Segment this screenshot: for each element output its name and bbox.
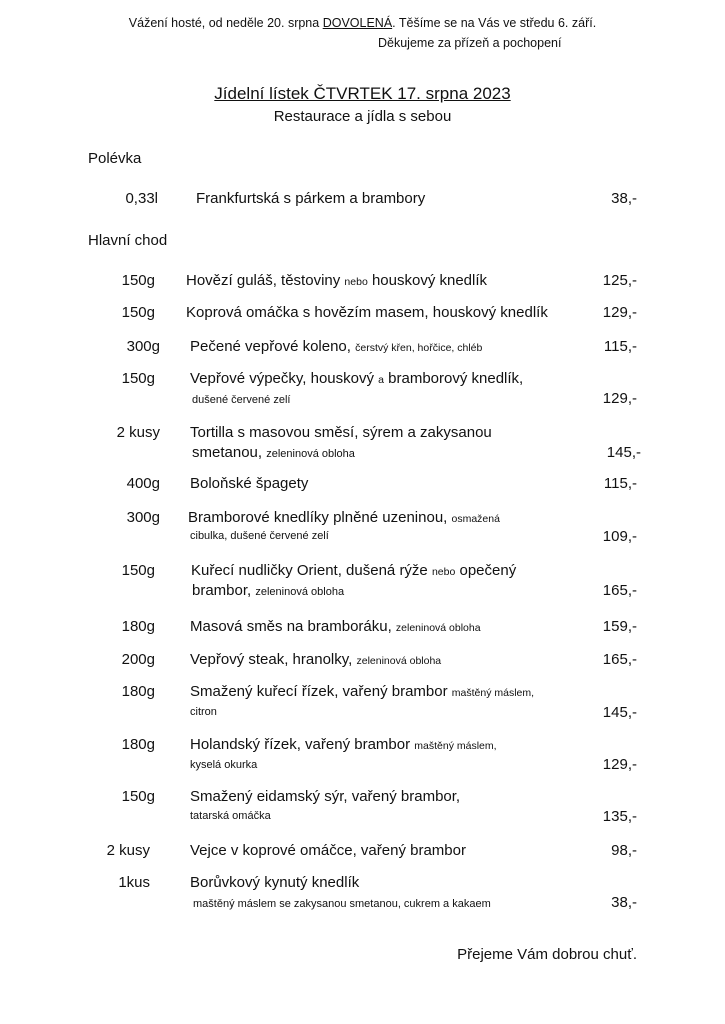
- item-name: Bramborové knedlíky plněné uzeninou, osmažená: [188, 509, 500, 526]
- item-price: 165,-: [602, 651, 637, 668]
- item-name: Vejce v koprové omáčce, vařený brambor: [190, 842, 466, 859]
- item-note: kyselá okurka: [190, 759, 258, 771]
- item-qty: 2 kusy: [116, 424, 160, 441]
- item-price: 38,-: [611, 190, 637, 207]
- thanks-notice: Děkujeme za přízeň a pochopení: [378, 36, 562, 50]
- item-price: 145,-: [606, 444, 641, 461]
- notice-highlight: DOVOLENÁ: [322, 16, 393, 30]
- item-qty: 150g: [121, 304, 155, 321]
- item-qty: 2 kusy: [106, 842, 150, 859]
- vacation-notice: [0, 16, 725, 30]
- item-name: Vepřový steak, hranolky, zeleninová obloha: [190, 651, 442, 668]
- item-qty: 1kus: [118, 874, 150, 891]
- menu-subtitle: Restaurace a jídla s sebou: [273, 108, 452, 125]
- section-main: Hlavní chod: [88, 232, 168, 249]
- item-name: Kuřecí nudličky Orient, dušená rýže nebo opečený: [191, 562, 517, 579]
- item-qty: 180g: [121, 618, 155, 635]
- item-price: 125,-: [602, 272, 637, 289]
- item-qty: 150g: [121, 562, 155, 579]
- item-note: smetanou, zeleninová obloha: [192, 444, 355, 461]
- closing-wish: Přejeme Vám dobrou chuť.: [457, 946, 637, 963]
- item-qty: 180g: [121, 736, 155, 753]
- item-price: 129,-: [602, 390, 637, 407]
- item-name: Smažený kuřecí řízek, vařený brambor maštěný máslem,: [190, 683, 535, 700]
- item-qty: 150g: [121, 272, 155, 289]
- item-note: dušené červené zelí: [192, 394, 291, 406]
- notice-text-end: . Těšíme se na Vás ve středu 6. září.: [392, 16, 597, 30]
- notice-text: Vážení hosté, od neděle 20. srpna: [128, 16, 323, 30]
- item-qty: 300g: [126, 509, 160, 526]
- item-note: brambor, zeleninová obloha: [192, 582, 345, 599]
- item-name: Borůvkový kynutý knedlík: [190, 874, 360, 891]
- item-note: citron: [190, 706, 217, 718]
- item-note: maštěný máslem se zakysanou smetanou, cukrem a kakaem: [193, 898, 491, 910]
- item-price: 38,-: [611, 894, 637, 911]
- item-price: 159,-: [602, 618, 637, 635]
- item-qty: 180g: [121, 683, 155, 700]
- item-price: 115,-: [603, 475, 637, 492]
- item-name: Frankfurtská s párkem a brambory: [196, 190, 426, 207]
- item-price: 129,-: [602, 756, 637, 773]
- item-qty: 150g: [121, 788, 155, 805]
- item-price: 115,-: [603, 338, 637, 355]
- item-price: 145,-: [602, 704, 637, 721]
- item-price: 165,-: [602, 582, 637, 599]
- item-name: Smažený eidamský sýr, vařený brambor,: [190, 788, 461, 805]
- item-name: Tortilla s masovou směsí, sýrem a zakysanou: [190, 424, 492, 441]
- item-qty: 200g: [121, 651, 155, 668]
- item-qty: 150g: [121, 370, 155, 387]
- item-note: tatarská omáčka: [190, 810, 271, 822]
- item-price: 109,-: [602, 528, 637, 545]
- item-name: Pečené vepřové koleno, čerstvý křen, hořčice, chléb: [190, 338, 483, 355]
- item-qty: 0,33l: [125, 190, 158, 207]
- item-name: Masová směs na bramboráku, zeleninová obloha: [190, 618, 481, 635]
- item-price: 135,-: [602, 808, 637, 825]
- item-name: Vepřové výpečky, houskový a bramborový knedlík,: [190, 370, 524, 387]
- item-price: 98,-: [611, 842, 637, 859]
- item-name: Holandský řízek, vařený brambor maštěný máslem,: [190, 736, 497, 753]
- item-price: 129,-: [602, 304, 637, 321]
- item-name: Boloňské špagety: [190, 475, 309, 492]
- item-qty: 400g: [126, 475, 160, 492]
- item-qty: 300g: [126, 338, 160, 355]
- menu-title: Jídelní lístek ČTVRTEK 17. srpna 2023: [214, 84, 511, 103]
- item-note: cibulka, dušené červené zelí: [190, 530, 329, 542]
- item-name: Hovězí guláš, těstoviny nebo houskový knedlík: [186, 272, 488, 289]
- item-name: Koprová omáčka s hovězím masem, houskový knedlík: [186, 304, 548, 321]
- section-soup: Polévka: [88, 150, 142, 167]
